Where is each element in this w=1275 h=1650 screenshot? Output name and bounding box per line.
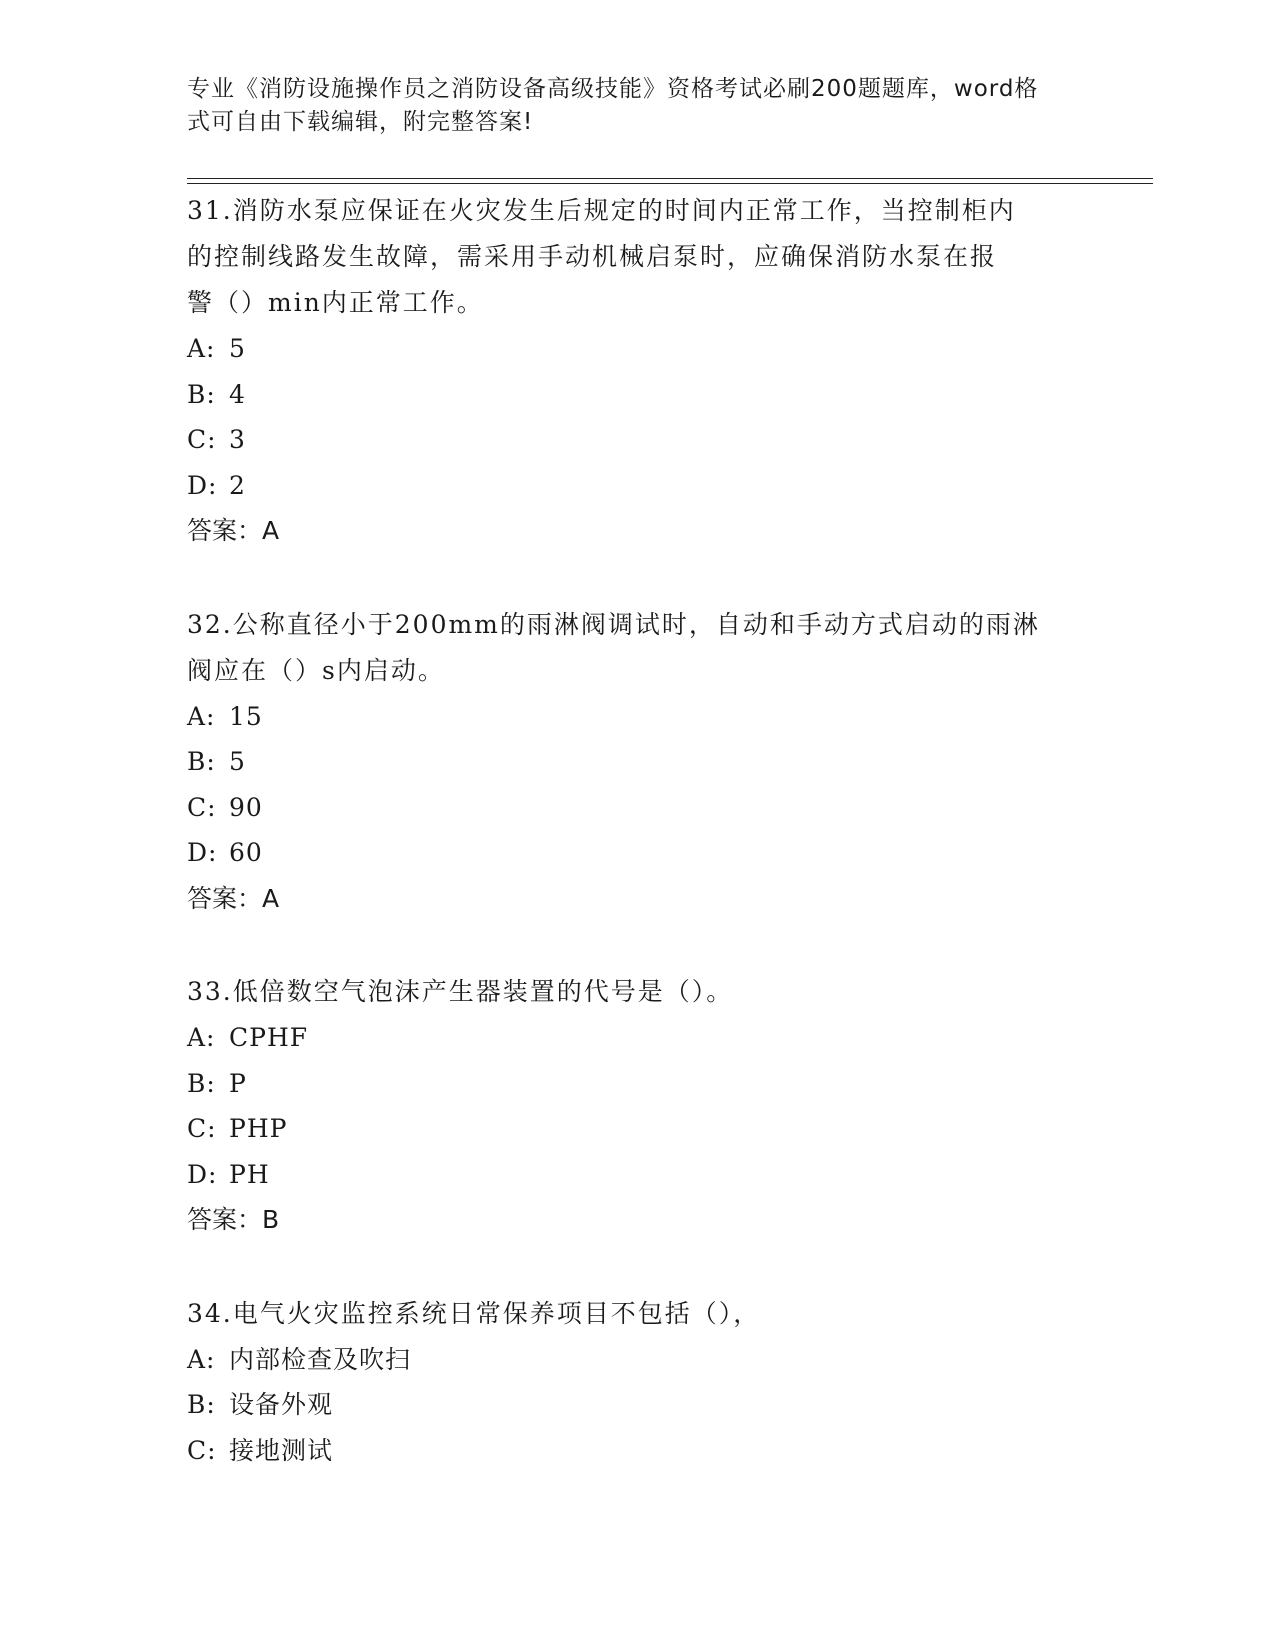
- question-33: [187, 969, 1087, 1243]
- header-line-1: 专业《消防设施操作员之消防设备高级技能》资格考试必刷200题题库，word格: [187, 76, 1039, 102]
- option-key: A:: [187, 1344, 216, 1374]
- option-key: D:: [187, 838, 218, 867]
- header-divider-bottom: [187, 183, 1153, 184]
- question-spacer: [187, 921, 1087, 969]
- question-text-line: 31.消防水泵应保证在火灾发生后规定的时间内正常工作，当控制柜内: [187, 196, 1016, 225]
- option-b: [187, 372, 1087, 418]
- question-32: [187, 602, 1087, 922]
- option-value: 4: [229, 379, 246, 409]
- option-value: 5: [229, 334, 246, 363]
- option-key: B:: [187, 1068, 216, 1098]
- answer: 答案：A: [187, 516, 280, 545]
- question-text-line: 阀应在（）s内启动。: [187, 655, 445, 685]
- question-text-line: 33.低倍数空气泡沫产生器装置的代号是（）。: [187, 977, 734, 1006]
- option-c: [187, 1428, 1087, 1474]
- option-key: B:: [187, 1390, 216, 1419]
- question-34: [187, 1291, 1087, 1474]
- option-key: C:: [187, 792, 217, 822]
- option-c: [187, 1106, 1087, 1152]
- option-value: 内部检查及吹扫: [229, 1344, 412, 1374]
- option-d: [187, 463, 1087, 509]
- document-header: [187, 73, 1087, 139]
- option-key: A:: [187, 701, 216, 731]
- option-d: [187, 830, 1087, 876]
- option-key: B:: [187, 379, 216, 409]
- question-text-line: 的控制线路发生故障，需采用手动机械启泵时，应确保消防水泵在报: [187, 242, 998, 271]
- question-list: [187, 188, 1087, 1473]
- option-c: [187, 785, 1087, 831]
- question-31: [187, 188, 1087, 554]
- header-line-2: 式可自由下载编辑，附完整答案!: [187, 109, 534, 135]
- header-divider-top: [187, 178, 1153, 179]
- option-key: D:: [187, 1159, 218, 1189]
- option-c: [187, 417, 1087, 463]
- option-key: C:: [187, 1435, 217, 1465]
- option-b: [187, 1061, 1087, 1107]
- option-value: 3: [229, 425, 246, 454]
- question-text-line: 34.电气火灾监控系统日常保养项目不包括（），: [187, 1298, 761, 1328]
- question-spacer: [187, 554, 1087, 602]
- option-value: 接地测试: [229, 1435, 334, 1465]
- option-value: 15: [229, 701, 263, 731]
- option-value: 60: [229, 838, 263, 867]
- option-key: B:: [187, 747, 216, 776]
- option-key: D:: [187, 470, 218, 500]
- option-key: A:: [187, 334, 216, 363]
- option-key: C:: [187, 425, 217, 454]
- option-value: CPHF: [229, 1023, 309, 1052]
- option-value: 5: [229, 747, 246, 776]
- option-key: C:: [187, 1114, 217, 1143]
- question-spacer: [187, 1243, 1087, 1291]
- option-a: [187, 1337, 1087, 1383]
- option-a: [187, 326, 1087, 372]
- option-b: [187, 739, 1087, 785]
- option-value: PHP: [229, 1114, 288, 1143]
- option-value: 设备外观: [229, 1390, 334, 1419]
- answer: 答案：B: [187, 1205, 280, 1234]
- option-key: A:: [187, 1023, 216, 1052]
- answer: 答案：A: [187, 883, 280, 913]
- question-text-line: 警（）min内正常工作。: [187, 288, 484, 317]
- option-a: [187, 1015, 1087, 1061]
- option-value: 2: [229, 470, 246, 500]
- option-b: [187, 1382, 1087, 1428]
- question-text-line: 32.公称直径小于200mm的雨淋阀调试时，自动和手动方式启动的雨淋: [187, 609, 1040, 639]
- option-value: PH: [229, 1159, 270, 1189]
- option-value: 90: [229, 792, 263, 822]
- option-d: [187, 1152, 1087, 1198]
- option-value: P: [229, 1068, 247, 1098]
- option-a: [187, 694, 1087, 740]
